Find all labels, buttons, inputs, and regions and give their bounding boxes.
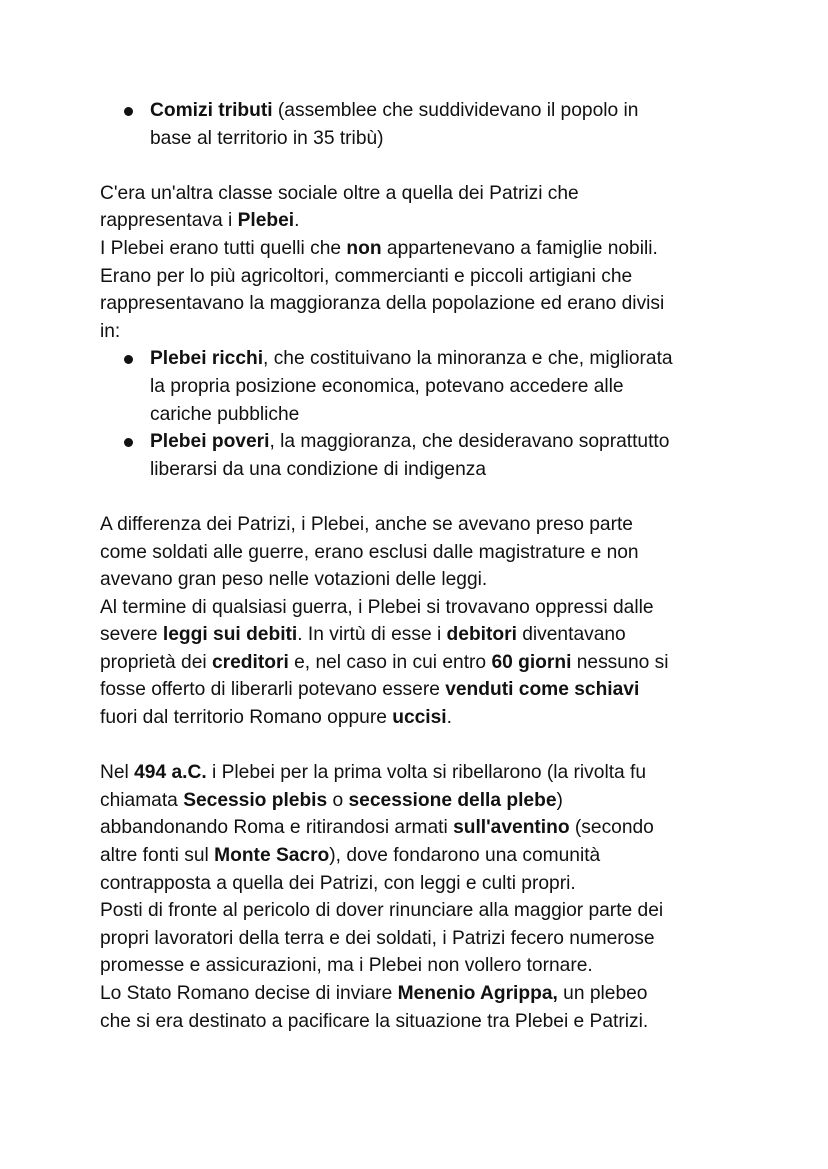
text-run: . In virtù di esse i (297, 624, 447, 646)
text-line (100, 704, 740, 732)
text-line (100, 180, 740, 208)
paragraph-494 (100, 759, 740, 1035)
text-line (100, 290, 740, 318)
bold-text: 60 giorni (491, 651, 572, 673)
text-line (150, 125, 740, 153)
text-run: come soldati alle guerre, erano esclusi dalle magistrature e non (100, 541, 639, 563)
text-line (100, 511, 740, 539)
text-line (100, 842, 740, 870)
bold-text: uccisi (392, 707, 447, 729)
text-line (150, 401, 740, 429)
bold-text: Menenio Agrippa, (397, 983, 558, 1004)
text-line (150, 345, 740, 373)
text-run: appartenevano a famiglie nobili. (381, 237, 658, 259)
text-run: Al termine di qualsiasi guerra, i Plebei si trovavano oppressi dalle (100, 596, 654, 618)
text-line (100, 621, 740, 649)
text-run: liberarsi da una condizione di indigenza (150, 458, 487, 480)
text-run: la propria posizione economica, potevano accedere alle (150, 375, 624, 397)
text-run: chiamata (100, 789, 184, 811)
list-item (100, 97, 740, 152)
text-run: . (446, 707, 452, 729)
text-run: Posti di fronte al pericolo di dover rinunciare alla maggior parte dei (100, 900, 664, 922)
text-run: Lo Stato Romano decise di inviare (100, 983, 398, 1004)
text-line (100, 759, 740, 787)
text-run: avevano gran peso nelle votazioni delle leggi. (100, 569, 488, 591)
list-item (100, 428, 740, 483)
text-line (100, 235, 740, 263)
bullet-dot-icon (124, 355, 133, 364)
text-run: Erano per lo più agricoltori, commercianti e piccoli artigiani che (100, 265, 633, 287)
text-line (100, 870, 740, 898)
bold-text: Comizi tributi (150, 100, 273, 121)
text-run: (assemblee che suddividevano il popolo in (272, 100, 639, 121)
text-line (150, 456, 740, 484)
document-page (100, 97, 740, 1035)
text-run: contrapposta a quella dei Patrizi, con leggi e culti propri. (100, 872, 576, 894)
paragraph-gap (100, 152, 740, 180)
text-run: I Plebei erano tutti quelli che (100, 237, 347, 259)
paragraph-differenza (100, 511, 740, 732)
bold-text: secessione della plebe (348, 789, 557, 811)
bold-text: non (346, 237, 382, 259)
plebei-bullet-list (100, 345, 740, 483)
text-run: e, nel caso in cui entro (288, 651, 492, 673)
text-run: abbandonando Roma e ritirandosi armati (100, 817, 454, 839)
bold-text: Monte Sacro (214, 845, 330, 867)
text-run: Nel (100, 762, 135, 784)
text-line (100, 787, 740, 815)
paragraph-plebei (100, 180, 740, 346)
bold-text: Secessio plebis (183, 789, 328, 811)
text-line (100, 676, 740, 704)
text-run: , la maggioranza, che desideravano soprattutto (269, 431, 670, 453)
bullet-dot-icon (124, 438, 133, 447)
text-line (100, 539, 740, 567)
bold-text: leggi sui debiti (162, 624, 298, 646)
text-run: diventavano (516, 624, 626, 646)
bold-text: sull'aventino (453, 817, 570, 839)
text-line (100, 594, 740, 622)
text-run: fuori dal territorio Romano oppure (100, 707, 393, 729)
text-run: (secondo (569, 817, 654, 839)
text-run: rappresentava i (100, 210, 238, 232)
text-line (100, 952, 740, 980)
paragraph-gap (100, 732, 740, 760)
bold-text: creditori (212, 651, 289, 673)
text-line (100, 814, 740, 842)
bold-text: Plebei (237, 210, 295, 232)
text-run: ), dove fondarono una comunità (329, 845, 601, 867)
text-run: rappresentavano la maggioranza della popolazione ed erano divisi (100, 293, 665, 315)
text-run: un plebeo (557, 983, 648, 1004)
text-run: ) (556, 789, 563, 811)
text-run: fosse offerto di liberarli potevano essere (100, 679, 446, 701)
text-line (150, 373, 740, 401)
text-line (100, 980, 740, 1008)
list-item (100, 345, 740, 428)
text-run: A differenza dei Patrizi, i Plebei, anche se avevano preso parte (100, 513, 633, 535)
text-run: cariche pubbliche (150, 403, 300, 425)
bold-text: Plebei ricchi (150, 348, 264, 370)
text-line (100, 566, 740, 594)
text-run: promesse e assicurazioni, ma i Plebei non vollero tornare. (100, 955, 593, 977)
bold-text: Plebei poveri (150, 431, 270, 453)
text-run: o (327, 789, 349, 811)
intro-bullet-list (100, 97, 740, 152)
text-line (150, 97, 740, 125)
bold-text: debitori (446, 624, 517, 646)
bullet-dot-icon (124, 107, 133, 116)
text-run: C'era un'altra classe sociale oltre a quella dei Patrizi che (100, 182, 579, 204)
text-run: in: (100, 320, 121, 342)
text-line (100, 318, 740, 346)
text-run: i Plebei per la prima volta si ribellarono (la rivolta fu (206, 762, 647, 784)
text-line (100, 925, 740, 953)
text-run: nessuno si (571, 651, 669, 673)
paragraph-gap (100, 483, 740, 511)
bold-text: 494 a.C. (134, 762, 207, 784)
text-line (100, 207, 740, 235)
text-run: base al territorio in 35 tribù) (150, 127, 384, 149)
text-run: . (294, 210, 300, 232)
text-run: , che costituivano la minoranza e che, migliorata (263, 348, 673, 370)
text-run: altre fonti sul (100, 845, 215, 867)
text-line (100, 1008, 740, 1036)
text-run: severe (100, 624, 163, 646)
text-line (100, 263, 740, 291)
text-run: che si era destinato a pacificare la situazione tra Plebei e Patrizi. (100, 1010, 649, 1032)
text-run: proprietà dei (100, 651, 212, 673)
text-run: propri lavoratori della terra e dei soldati, i Patrizi fecero numerose (100, 927, 655, 949)
text-line (100, 649, 740, 677)
text-line (100, 897, 740, 925)
text-line (150, 428, 740, 456)
bold-text: venduti come schiavi (445, 679, 640, 701)
